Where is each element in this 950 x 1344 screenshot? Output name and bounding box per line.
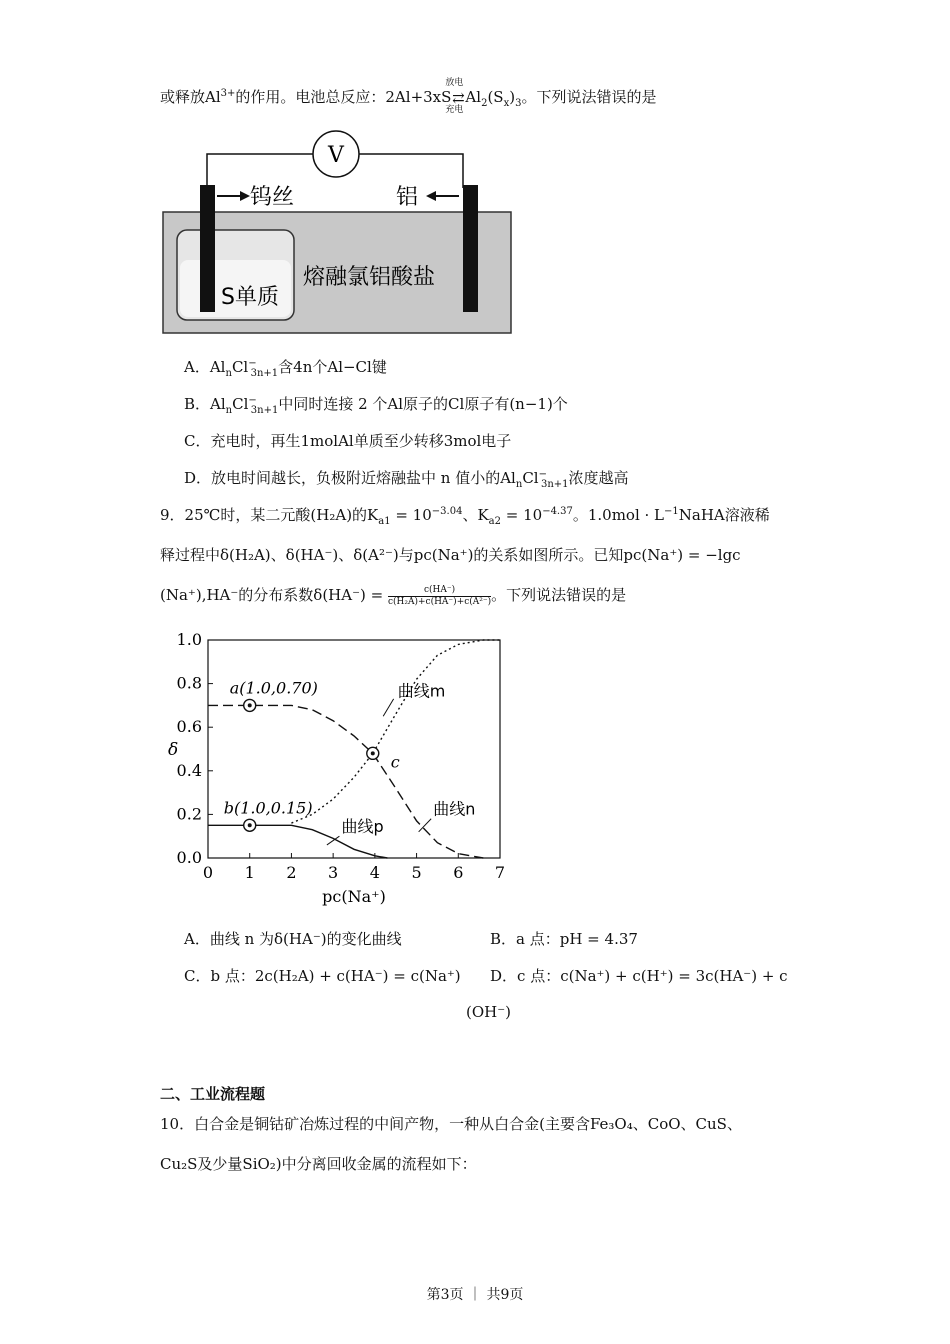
x-axis-label: pc(Na⁺) xyxy=(322,887,386,906)
formula-sub: 3n+1 xyxy=(250,405,279,416)
annotation-label: a(1.0,0.70) xyxy=(229,678,318,698)
curve-label: 曲线p xyxy=(341,816,384,836)
product: Al xyxy=(465,88,482,106)
annotation-label: b(1.0,0.15) xyxy=(223,798,313,818)
y-tick-label: 0.2 xyxy=(176,804,202,824)
option-9A[interactable]: A．曲线 n 为δ(HA⁻)的变化曲线 xyxy=(184,930,402,948)
option-text: 中同时连接 2 个Al原子的Cl原子有(n−1)个 xyxy=(278,395,568,413)
formula-part: Cl xyxy=(231,358,249,376)
y-axis-label: δ xyxy=(168,740,179,760)
x-tick-label: 2 xyxy=(286,863,297,882)
option-8A[interactable] xyxy=(184,356,387,379)
intro-mid: 的作用。电池总反应：2Al+3xS xyxy=(235,88,452,106)
annotation-label: c xyxy=(390,752,400,772)
formula-part: Al xyxy=(209,358,226,376)
product-sub3: 3 xyxy=(515,98,522,109)
curve-leader xyxy=(383,699,393,716)
option-label: D． xyxy=(184,469,212,487)
option-8B[interactable] xyxy=(184,393,568,416)
formula-part: Cl xyxy=(232,395,249,413)
aluminum-electrode xyxy=(463,185,478,312)
arrow-glyph: ⇄ xyxy=(452,89,465,107)
y-tick-label: 0.0 xyxy=(176,848,202,867)
formula-sup: − xyxy=(248,358,257,369)
q9-line1: 9．25℃时，某二元酸(H₂A)的$K_{a1} = 10^{-3.04}$、$K_{a2} = 10^{-4.37}$。$1.0mol \cdot L^{-1}NaHA$溶液稀 xyxy=(160,506,770,527)
annotation-dot xyxy=(248,703,252,707)
external-wire xyxy=(207,154,313,188)
formula-sub: 3n+1 xyxy=(541,479,569,490)
intro-sup: 3+ xyxy=(220,88,236,99)
distribution-fraction xyxy=(388,585,491,608)
y-tick-label: 0.4 xyxy=(176,760,202,780)
option-8C[interactable] xyxy=(184,430,511,451)
y-tick-label: 1.0 xyxy=(176,630,202,649)
x-tick-label: 4 xyxy=(369,863,380,882)
electrolyte-label: 熔融氯铝酸盐 xyxy=(303,265,436,290)
product-sub: 2 xyxy=(481,98,488,109)
sulfur-label: S单质 xyxy=(221,285,279,310)
x-tick-label: 5 xyxy=(411,863,422,882)
aluminum-label: 铝 xyxy=(396,185,419,210)
curve-label: 曲线n xyxy=(433,799,476,819)
option-label: B． xyxy=(184,395,211,413)
formula-part: 放电时间越长，负极附近熔融盐中 n 值小的Al xyxy=(211,469,516,487)
annotation-dot xyxy=(371,751,375,755)
option-9D[interactable]: D．c 点：c(Na⁺) + c(H⁺) = 3c(HA⁻) + c xyxy=(490,967,788,985)
formula-sub: n xyxy=(515,479,523,490)
formula-sub: n xyxy=(225,405,233,416)
option-text: 含4n个Al−Cl键 xyxy=(278,358,387,376)
formula-sub: 3n+1 xyxy=(250,368,279,379)
reaction-arrow xyxy=(445,78,465,115)
option-9D-cont: (OH⁻) xyxy=(466,1003,511,1021)
q9-line3-post: 。下列说法错误的是 xyxy=(491,586,627,604)
option-8D[interactable] xyxy=(184,467,629,490)
q9-line2: 释过程中δ(H₂A)、δ(HA⁻)、δ(A²⁻)与pc(Na⁺)的关系如图所示。已知pc(Na⁺) = −lgc xyxy=(160,546,741,564)
y-tick-label: 0.6 xyxy=(176,717,202,737)
option-9C[interactable]: C．b 点：2c(H₂A) + c(HA⁻) = c(Na⁺) xyxy=(184,967,461,985)
page-footer: 第3页 ｜ 共9页 xyxy=(426,1287,524,1303)
formula-sup: − xyxy=(538,469,547,480)
formula-sub: n xyxy=(225,368,232,379)
product-rest: (S xyxy=(487,88,504,106)
q10-line2: Cu₂S及少量SiO₂)中分离回收金属的流程如下： xyxy=(160,1155,477,1173)
series-line xyxy=(291,640,500,823)
option-label: A． xyxy=(184,358,210,376)
intro-prefix: 或释放Al xyxy=(160,88,221,106)
q10-line1: 10．白合金是铜钴矿冶炼过程的中间产物，一种从白合金(主要含Fe₃O₄、CoO、CuS、 xyxy=(160,1115,742,1133)
intro-line xyxy=(160,78,657,115)
q9-line3-pre: (Na⁺),HA⁻的分布系数δ(HA⁻) = xyxy=(160,586,388,604)
x-tick-label: 7 xyxy=(494,863,506,882)
formula-sup: − xyxy=(248,395,257,406)
product-sub2: x xyxy=(503,98,510,109)
tungsten-electrode xyxy=(200,185,215,312)
q9-line3 xyxy=(160,584,626,608)
x-tick-label: 1 xyxy=(244,863,255,882)
battery-diagram xyxy=(150,126,530,342)
arrow-bottom-label: 充电 xyxy=(445,105,464,115)
section-heading: 二、工业流程题 xyxy=(160,1085,266,1103)
x-tick-label: 6 xyxy=(453,863,464,882)
fraction-denominator: c(H₂A)+c(HA⁻)+c(A²⁻) xyxy=(387,596,492,607)
option-text: 浓度越高 xyxy=(568,469,629,487)
tungsten-label: 钨丝 xyxy=(250,185,295,210)
intro-suffix: 。下列说法错误的是 xyxy=(521,88,657,106)
y-tick-label: 0.8 xyxy=(176,673,202,693)
option-9B[interactable]: B．a 点：pH = 4.37 xyxy=(490,930,638,948)
distribution-chart xyxy=(160,626,520,910)
option-text: 充电时，再生1molAl单质至少转移3mol电子 xyxy=(210,432,512,450)
curve-label: 曲线m xyxy=(397,681,446,701)
voltmeter-label: V xyxy=(328,143,344,168)
x-tick-label: 0 xyxy=(202,863,214,882)
formula-part: Al xyxy=(210,395,226,413)
formula-part: Cl xyxy=(522,469,539,487)
x-tick-label: 3 xyxy=(328,863,339,882)
option-label: C． xyxy=(184,432,211,450)
annotation-dot xyxy=(248,823,252,827)
arrow-top-label: 放电 xyxy=(445,78,464,88)
product-end: ) xyxy=(509,88,516,106)
fraction-numerator: c(HA⁻) xyxy=(388,585,491,597)
